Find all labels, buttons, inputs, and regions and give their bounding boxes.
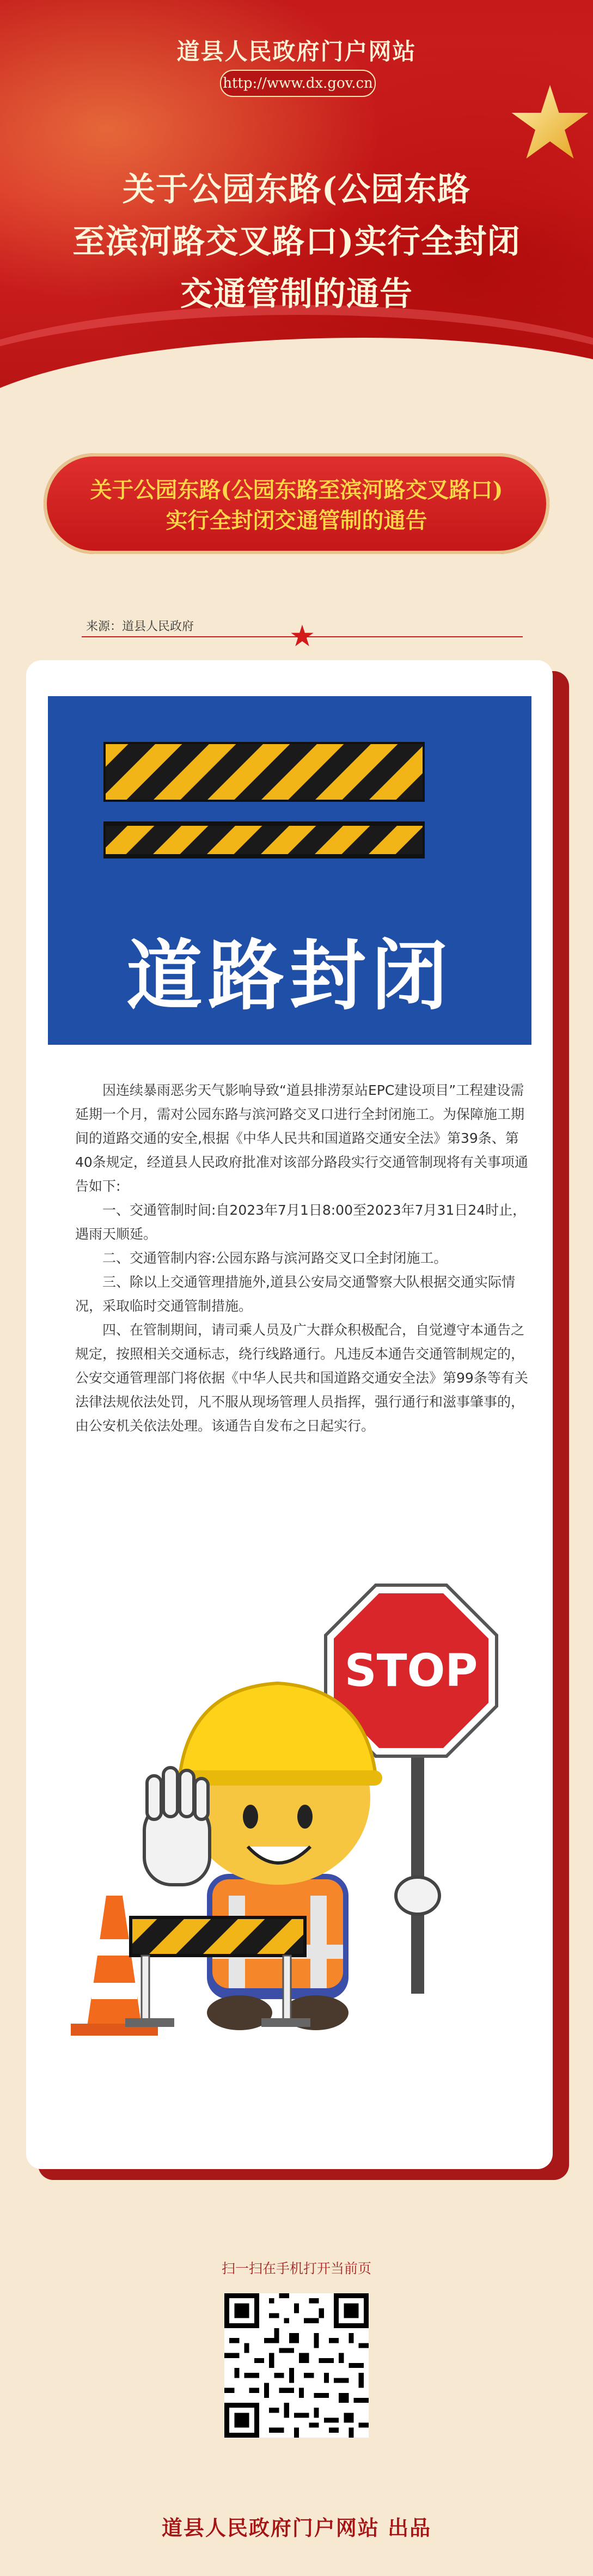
source-label: 来源：道县人民政府 — [86, 620, 194, 634]
site-name: 道县人民政府门户网站 — [176, 38, 417, 65]
worker-stop-illustration — [49, 1569, 539, 2059]
page-title — [49, 163, 544, 320]
article-paragraph: 四、在管制期间，请司乘人员及广大群众积极配合，自觉遵守本通告之规定，按照相关交通标志，绕行线路通行。凡违反本通告交通管制规定的，公安交通管理部门将依据《中华人民共和国道路交通安全法》第99条等有关法律法规依法处罚，凡不服从现场管理人员指挥，强行通行和滋事肇事的，由公安机关依法处理。该通告自发布之日起实行。 — [75, 1322, 528, 1434]
title-line-3: 交通管制的通告 — [180, 275, 413, 313]
article-paragraph: 因连续暴雨恶劣天气影响导致“道县排涝泵站EPC建设项目”工程建设需延期一个月，需对公园东路与滨河路交叉口进行全封闭施工。为保障施工期间的道路交通的安全,根据《中华人民共和国道路交通安全法》第39条、第40条规定，经道县人民政府批准对该部分路段实行交通管制现将有关事项通告如下: — [75, 1082, 528, 1194]
site-url[interactable]: http://www.dx.gov.cn — [220, 70, 376, 97]
road-closed-text: 道路封闭 — [126, 932, 453, 1021]
title-banner — [44, 453, 549, 554]
article-paragraph: 三、除以上交通管理措施外,道县公安局交通警察大队根据交通实际情况，采取临时交通管制措施。 — [75, 1274, 515, 1314]
hero-header — [0, 0, 593, 430]
qr-code-icon[interactable] — [224, 2293, 369, 2438]
banner-line-2: 实行全封闭交通管制的通告 — [166, 508, 427, 533]
title-line-1: 关于公园东路(公园东路 — [122, 170, 471, 209]
title-line-2: 至滨河路交叉路口)实行全封闭 — [72, 223, 521, 261]
banner-line-1: 关于公园东路(公园东路至滨河路交叉路口) — [90, 477, 503, 503]
scan-tip: 扫一扫在手机打开当前页 — [221, 2261, 371, 2276]
star-icon — [290, 624, 314, 648]
article-body — [75, 1079, 530, 1438]
article-paragraph: 二、交通管制内容:公园东路与滨河路交叉口全封闭施工。 — [102, 1250, 448, 1266]
banner-title — [65, 475, 528, 536]
star-icon — [509, 82, 591, 163]
publisher-footer: 道县人民政府门户网站 出品 — [161, 2516, 432, 2540]
article-paragraph: 一、交通管制时间:自2023年7月1日8:00至2023年7月31日24时止，遇雨天顺延。 — [75, 1202, 527, 1242]
barrier-icon — [103, 742, 425, 862]
stop-text: STOP — [344, 1645, 478, 1697]
stop-sign-pole — [411, 1732, 424, 1994]
